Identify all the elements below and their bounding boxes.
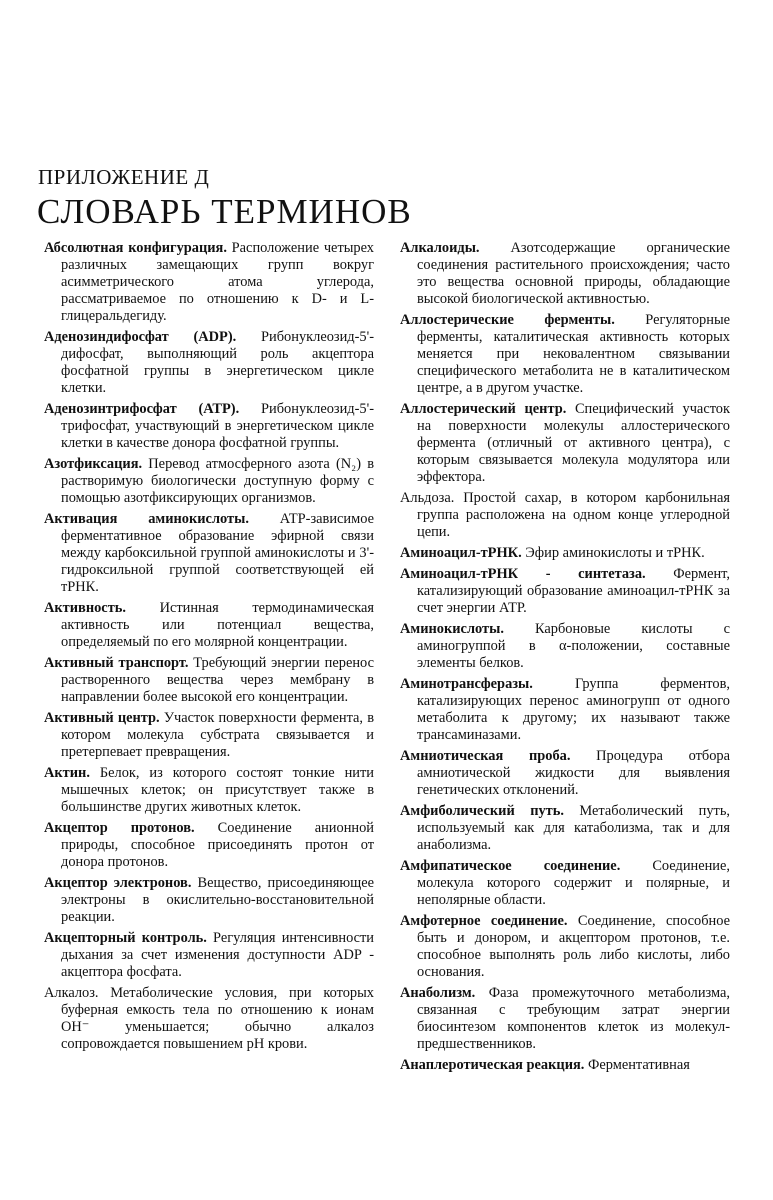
entry-term: Аминотрансферазы. <box>400 676 533 692</box>
entry-definition: Белок, из которого состоят тонкие нити мышечных клеток; он присутствует также в большинстве других животных клеток. <box>61 765 374 815</box>
entry-definition: Азотсодержащие органические соединения растительного происхождения; часто это вещества основной природы, обладающие высокой биологической активностью. <box>417 240 730 307</box>
entry-definition: Эфир аминокислоты и тРНК. <box>521 545 705 561</box>
glossary-entry <box>400 312 730 397</box>
entry-term: Акцептор протонов. <box>44 820 195 836</box>
entry-definition: Истинная термодинамическая активность или потенциал вещества, определяемый по его молярной концентрации. <box>61 600 374 650</box>
glossary-entry <box>400 858 730 909</box>
entry-definition: Рибонуклеозид-5'-дифосфат, выполняющий роль акцептора фосфатной группы в энергетическом цикле клетки. <box>61 329 374 396</box>
entry-term: Амфипатическое соединение. <box>400 858 621 874</box>
glossary-entry <box>400 913 730 981</box>
entry-definition: Перевод атмосферного азота (N₂) в растворимую биологически доступную форму с помощью азотфиксирующих организмов. <box>61 456 374 506</box>
entry-definition: Требующий энергии перенос растворенного вещества через мембрану в направлении более высокой его концентрации. <box>61 655 374 705</box>
entry-term: Акцепторный контроль. <box>44 930 207 946</box>
glossary-entry <box>400 748 730 799</box>
glossary-entry <box>44 401 374 452</box>
glossary-entry <box>400 985 730 1053</box>
glossary-entry <box>400 240 730 308</box>
entry-term: Аденозиндифосфат (ADP). <box>44 329 237 345</box>
glossary-entry <box>44 655 374 706</box>
entry-definition: Ферментативная <box>584 1057 690 1073</box>
entry-term: Актин. <box>44 765 90 781</box>
glossary-entry <box>44 985 374 1053</box>
glossary-entry <box>400 621 730 672</box>
entry-term: Акцептор электронов. <box>44 875 192 891</box>
entry-term: Аминоацил-тРНК. <box>400 545 522 561</box>
entry-definition: АТР-зависимое ферментативное образование эфирной связи между карбоксильной группой аминокислоты и 3'-гидроксильной группой соответствующей ей тРНК. <box>61 511 374 595</box>
entry-term: Активный центр. <box>44 710 160 726</box>
entry-definition: Процедура отбора амниотической жидкости для выявления генетических отклонений. <box>417 748 730 798</box>
entry-definition: Метаболический путь, используемый как для катаболизма, так и для анаболизма. <box>417 803 730 853</box>
entry-term: Амниотическая проба. <box>400 748 571 764</box>
entry-definition: Расположение четырех различных замещающих групп вокруг асимметрического атома углерода, рассматриваемое по отношению к D- и L-глицеральдегиду. <box>61 240 374 324</box>
entry-definition: Фермент, катализирующий образование аминоацил-тРНК за счет энергии АТР. <box>417 566 730 616</box>
entry-term: Анаплеротическая реакция. <box>400 1057 585 1073</box>
glossary-entry <box>44 240 374 325</box>
entry-term: Алкалоиды. <box>400 240 480 256</box>
entry-term: Аминокислоты. <box>400 621 504 637</box>
entry-term: Амфиболический путь. <box>400 803 564 819</box>
entry-definition: Соединение анионной природы, способное присоединять протон от донора протонов. <box>61 820 374 870</box>
entry-definition: Регуляция интенсивности дыхания за счет изменения доступности ADP - акцептора фосфата. <box>61 930 374 980</box>
entry-definition: Вещество, присоединяющее электроны в окислительно-восстановительной реакции. <box>61 875 374 925</box>
glossary-entry <box>400 490 730 541</box>
entry-definition: Участок поверхности фермента, в котором молекула субстрата связывается и претерпевает превращения. <box>61 710 374 760</box>
entry-definition: Регуляторные ферменты, каталитическая активность которых меняется при нековалентном связывании специфического метаболита не в каталитическом центре, а в другом участке. <box>417 312 730 396</box>
entry-term: Активный транспорт. <box>44 655 189 671</box>
glossary-column-left <box>44 240 374 1057</box>
entry-term: Аминоацил-тРНК - синтетаза. <box>400 566 646 582</box>
glossary-entry <box>400 566 730 617</box>
entry-definition: Фаза промежуточного метаболизма, связанная с требующим затрат энергии биосинтезом компонентов клеток из молекул-предшественников. <box>417 985 730 1052</box>
entry-term: Абсолютная конфигурация. <box>44 240 227 256</box>
entry-definition: Соединение, способное быть и донором, и акцептором протонов, т.е. способное выполнять роль либо кислоты, либо основания. <box>417 913 730 980</box>
glossary-entry <box>44 765 374 816</box>
entry-term: Амфотерное соединение. <box>400 913 568 929</box>
entry-term: Активация аминокислоты. <box>44 511 249 527</box>
glossary-entry <box>44 820 374 871</box>
entry-term: Активность. <box>44 600 126 616</box>
appendix-heading: ПРИЛОЖЕНИЕ Д <box>38 165 210 189</box>
glossary-entry <box>44 875 374 926</box>
glossary-entry <box>44 930 374 981</box>
entry-term: Анаболизм. <box>400 985 476 1001</box>
glossary-entry <box>44 511 374 596</box>
glossary-entry <box>44 456 374 507</box>
entry-definition: Соединение, молекула которого содержит и полярные, и неполярные области. <box>417 858 730 908</box>
entry-definition: Альдоза. Простой сахар, в котором карбонильная группа расположена на одном конце углеродной цепи. <box>400 490 730 540</box>
entry-term: Аллостерические ферменты. <box>400 312 615 328</box>
entry-term: Азотфиксация. <box>44 456 143 472</box>
glossary-entry <box>400 401 730 486</box>
glossary-entry <box>44 600 374 651</box>
glossary-column-right <box>400 240 730 1078</box>
glossary-entry <box>400 545 730 562</box>
entry-definition: Карбоновые кислоты с аминогруппой в α-положении, составные элементы белков. <box>417 621 730 671</box>
glossary-entry <box>400 803 730 854</box>
entry-definition: Алкалоз. Метаболические условия, при которых буферная емкость тела по отношению к ионам OH⁻ уменьшается; обычно алкалоз сопровождается повышением pH крови. <box>44 985 374 1052</box>
glossary-entry <box>400 676 730 744</box>
entry-definition: Рибонуклеозид-5'-трифосфат, участвующий в энергетическом цикле клетки в качестве донора фосфатной группы. <box>61 401 374 451</box>
glossary-entry <box>400 1057 730 1074</box>
entry-definition: Группа ферментов, катализирующих перенос аминогрупп от одного метаболита к другому; их называют также трансаминазами. <box>417 676 730 743</box>
glossary-entry <box>44 710 374 761</box>
glossary-entry <box>44 329 374 397</box>
page-title: СЛОВАРЬ ТЕРМИНОВ <box>37 192 412 231</box>
entry-definition: Специфический участок на поверхности молекулы аллостерического фермента (отличный от активного центра), с которым связывается молекула модулятора или эффектора. <box>417 401 730 485</box>
entry-term: Аллостерический центр. <box>400 401 567 417</box>
entry-term: Аденозинтрифосфат (АТР). <box>44 401 240 417</box>
